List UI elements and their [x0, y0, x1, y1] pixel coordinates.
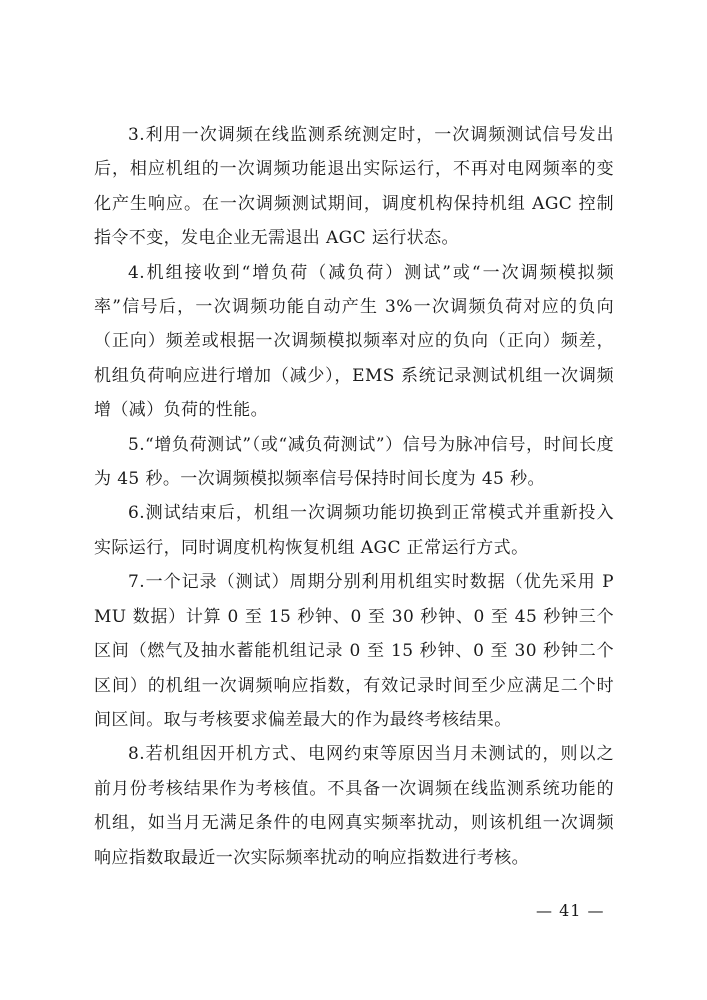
paragraph-item-4: 4.机组接收到“增负荷（减负荷）测试”或“一次调频模拟频率”信号后，一次调频功能自动产生 3%一次调频负荷对应的负向（正向）频差或根据一次调频模拟频率对应的负向（正向）频差，机组负荷响应进行增加（减少），EMS 系统记录测试机组一次调频增（减）负荷的性能。 [94, 262, 614, 421]
paragraph-item-7: 7.一个记录（测试）周期分别利用机组实时数据（优先采用 PMU 数据）计算 0 至 15 秒钟、0 至 30 秒钟、0 至 45 秒钟三个区间（燃气及抽水蓄能机组记录 0 至 15 秒钟、0 至 30 秒钟二个区间）的机组一次调频响应指数，有效记录时间至少应满足二个时间区间。取与考核要求偏差最大的作为最终考核结果。 [94, 572, 614, 730]
paragraph-item-8: 8.若机组因开机方式、电网约束等原因当月未测试的，则以之前月份考核结果作为考核值。不具备一次调频在线监测系统功能的机组，如当月无满足条件的电网真实频率扰动，则该机组一次调频响应指数取最近一次实际频率扰动的响应指数进行考核。 [94, 744, 614, 868]
paragraph-item-3: 3.利用一次调频在线监测系统测定时，一次调频测试信号发出后，相应机组的一次调频功能退出实际运行，不再对电网频率的变化产生响应。在一次调频测试期间，调度机构保持机组 AGC 控制指令不变，发电企业无需退出 AGC 运行状态。 [94, 125, 614, 249]
paragraph-item-5: 5.“增负荷测试”（或“减负荷测试”）信号为脉冲信号，时间长度为 45 秒。一次调频模拟频率信号保持时间长度为 45 秒。 [94, 434, 614, 490]
document-body [94, 118, 614, 875]
page-number: — 41 — [536, 901, 605, 920]
paragraph-item-6: 6.测试结束后，机组一次调频功能切换到正常模式并重新投入实际运行，同时调度机构恢复机组 AGC 正常运行方式。 [94, 503, 614, 558]
